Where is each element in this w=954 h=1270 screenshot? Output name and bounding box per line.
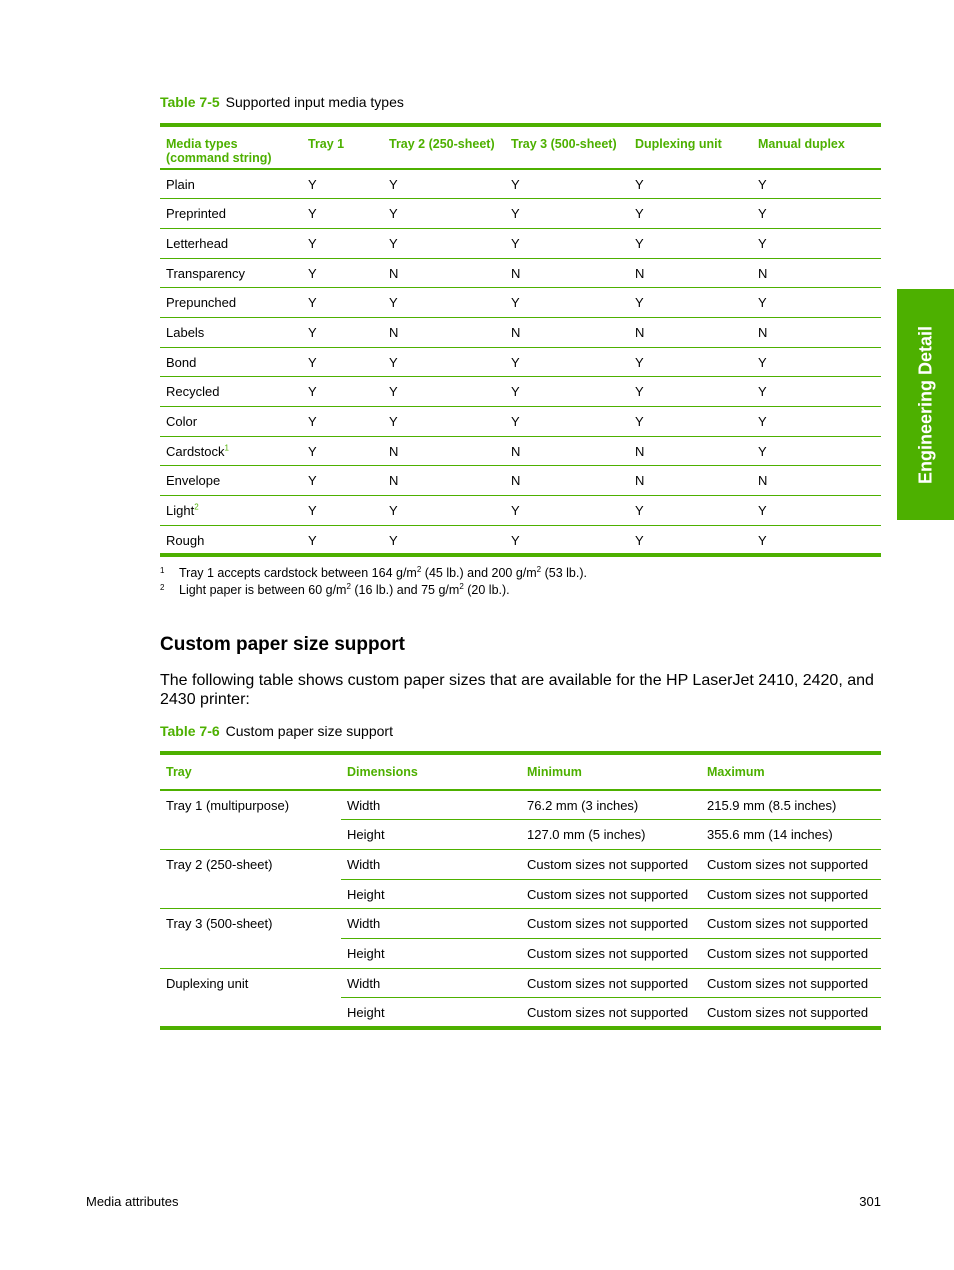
table-row (160, 228, 881, 258)
support-cell: Y (302, 288, 383, 318)
header-duplexing-unit: Duplexing unit (629, 125, 752, 169)
table-number: Table 7-5 (160, 94, 220, 110)
table-title: Custom paper size support (225, 723, 393, 739)
support-cell: Y (752, 347, 881, 377)
superscript: 2 (459, 581, 464, 591)
support-cell: N (629, 317, 752, 347)
header-tray-1: Tray 1 (302, 125, 383, 169)
media-type-cell (160, 436, 302, 466)
media-type-label: Labels (166, 324, 205, 340)
support-cell: N (383, 466, 505, 496)
support-cell: Y (302, 496, 383, 526)
table-row (160, 525, 881, 555)
media-type-cell (160, 317, 302, 347)
footnote-text: (53 lb.). (541, 566, 587, 580)
superscript: 2 (536, 564, 542, 574)
table-row (160, 347, 881, 377)
support-cell: Y (302, 407, 383, 437)
minimum-cell: Custom sizes not supported (521, 909, 701, 939)
support-cell: Y (383, 228, 505, 258)
table-row (160, 909, 881, 939)
maximum-cell: Custom sizes not supported (701, 879, 881, 909)
support-cell: Y (383, 169, 505, 199)
minimum-cell: Custom sizes not supported (521, 938, 701, 968)
footnote-text: (45 lb.) and 200 g/m (421, 566, 537, 580)
support-cell: Y (505, 228, 629, 258)
table-row (160, 377, 881, 407)
table-header-row (160, 125, 881, 169)
support-cell: Y (629, 199, 752, 229)
support-cell: Y (302, 347, 383, 377)
dimension-cell: Width (341, 968, 521, 998)
minimum-cell: 76.2 mm (3 inches) (521, 790, 701, 820)
support-cell: Y (505, 199, 629, 229)
maximum-cell: Custom sizes not supported (701, 849, 881, 879)
table-row (160, 496, 881, 526)
support-cell: Y (505, 288, 629, 318)
table-row (160, 199, 881, 229)
side-tab-label: Engineering Detail (915, 325, 935, 484)
header-dimensions: Dimensions (341, 753, 521, 790)
header-maximum: Maximum (701, 753, 881, 790)
support-cell: Y (752, 525, 881, 555)
support-cell: Y (302, 525, 383, 555)
support-cell: N (629, 258, 752, 288)
support-cell: Y (302, 258, 383, 288)
supported-media-table (160, 123, 881, 557)
media-type-label: Letterhead (166, 235, 229, 251)
media-type-cell (160, 288, 302, 318)
support-cell: Y (302, 228, 383, 258)
support-cell: Y (383, 347, 505, 377)
media-type-label: Recycled (166, 384, 220, 400)
table-row (160, 436, 881, 466)
support-cell: Y (383, 496, 505, 526)
support-cell: Y (505, 347, 629, 377)
support-cell: Y (383, 199, 505, 229)
footer-section-name: Media attributes (86, 1194, 179, 1209)
dimension-cell: Height (341, 879, 521, 909)
chapter-side-tab (897, 289, 954, 520)
support-cell: Y (302, 436, 383, 466)
table-row (160, 466, 881, 496)
maximum-cell: Custom sizes not supported (701, 909, 881, 939)
support-cell: Y (752, 288, 881, 318)
support-cell: Y (629, 169, 752, 199)
support-cell: Y (505, 407, 629, 437)
footnote-text: Tray 1 accepts cardstock between 164 g/m (179, 566, 417, 580)
support-cell: N (383, 317, 505, 347)
support-cell: Y (752, 377, 881, 407)
maximum-cell: Custom sizes not supported (701, 938, 881, 968)
media-type-cell (160, 466, 302, 496)
table-header-row (160, 753, 881, 790)
support-cell: Y (383, 288, 505, 318)
media-type-label: Light (166, 503, 195, 519)
maximum-cell: 355.6 mm (14 inches) (701, 820, 881, 850)
table-row (160, 790, 881, 820)
support-cell: N (752, 258, 881, 288)
media-type-cell (160, 199, 302, 229)
media-type-cell (160, 258, 302, 288)
support-cell: N (752, 317, 881, 347)
media-type-label: Prepunched (166, 295, 237, 311)
page-number: 301 (859, 1194, 881, 1209)
table-row (160, 849, 881, 879)
support-cell: Y (505, 169, 629, 199)
footnote-ref: 1 (224, 443, 229, 453)
support-cell: Y (752, 436, 881, 466)
support-cell: Y (629, 288, 752, 318)
header-minimum: Minimum (521, 753, 701, 790)
support-cell: Y (629, 347, 752, 377)
superscript: 2 (346, 581, 351, 591)
support-cell: Y (302, 377, 383, 407)
section-heading: Custom paper size support (160, 634, 405, 655)
support-cell: N (752, 466, 881, 496)
media-type-cell (160, 377, 302, 407)
footnote-text: (20 lb.). (463, 583, 510, 597)
support-cell: Y (505, 496, 629, 526)
footnote-2 (160, 583, 510, 597)
table-row (160, 288, 881, 318)
media-type-cell (160, 525, 302, 555)
header-manual-duplex: Manual duplex (752, 125, 881, 169)
dimension-cell: Width (341, 909, 521, 939)
support-cell: N (505, 466, 629, 496)
support-cell: Y (752, 228, 881, 258)
support-cell: N (383, 436, 505, 466)
section-intro: The following table shows custom paper sizes that are available for the HP LaserJet 2410, 2420, and 2430 printer: (160, 672, 874, 708)
header-tray: Tray (160, 753, 341, 790)
support-cell: Y (302, 317, 383, 347)
support-cell: N (629, 436, 752, 466)
dimension-cell: Width (341, 790, 521, 820)
maximum-cell: 215.9 mm (8.5 inches) (701, 790, 881, 820)
support-cell: N (383, 258, 505, 288)
table-row (160, 317, 881, 347)
support-cell: Y (629, 377, 752, 407)
media-type-label: Envelope (166, 473, 221, 489)
support-cell: Y (629, 496, 752, 526)
support-cell: Y (752, 169, 881, 199)
table-number: Table 7-6 (160, 723, 220, 739)
support-cell: Y (383, 377, 505, 407)
table-7-5-caption (160, 94, 404, 110)
tray-cell: Duplexing unit (160, 968, 341, 1027)
support-cell: Y (752, 199, 881, 229)
footnote-1 (160, 566, 587, 580)
media-type-label: Cardstock (166, 443, 225, 459)
support-cell: Y (752, 407, 881, 437)
header-tray-3: Tray 3 (500-sheet) (505, 125, 629, 169)
support-cell: Y (383, 407, 505, 437)
header-tray-2: Tray 2 (250-sheet) (383, 125, 505, 169)
media-type-label: Color (166, 414, 198, 429)
support-cell: N (629, 466, 752, 496)
footnote-mark: 2 (160, 583, 165, 592)
minimum-cell: Custom sizes not supported (521, 968, 701, 998)
dimension-cell: Height (341, 938, 521, 968)
footnote-ref: 2 (194, 502, 199, 512)
media-type-cell (160, 347, 302, 377)
media-type-cell (160, 407, 302, 437)
footnote-text: Light paper is between 60 g/m (179, 583, 347, 597)
support-cell: Y (302, 199, 383, 229)
support-cell: Y (629, 228, 752, 258)
footnote-mark: 1 (160, 566, 165, 575)
media-type-label: Preprinted (166, 206, 226, 222)
maximum-cell: Custom sizes not supported (701, 998, 881, 1028)
table-title: Supported input media types (225, 94, 404, 110)
table-row (160, 407, 881, 437)
dimension-cell: Width (341, 849, 521, 879)
tray-cell: Tray 2 (250-sheet) (160, 849, 341, 908)
footnote-text: (16 lb.) and 75 g/m (350, 583, 460, 597)
media-type-label: Rough (166, 532, 205, 548)
media-type-cell (160, 228, 302, 258)
header-media-types: Media types (command string) (160, 125, 302, 169)
table-row (160, 258, 881, 288)
support-cell: Y (505, 377, 629, 407)
tray-cell: Tray 1 (multipurpose) (160, 790, 341, 849)
support-cell: Y (302, 169, 383, 199)
table-row (160, 968, 881, 998)
media-type-label: Bond (166, 354, 197, 370)
custom-size-table (160, 751, 881, 1030)
minimum-cell: Custom sizes not supported (521, 998, 701, 1028)
minimum-cell: Custom sizes not supported (521, 879, 701, 909)
table-7-6-caption (160, 723, 393, 739)
maximum-cell: Custom sizes not supported (701, 968, 881, 998)
support-cell: Y (629, 525, 752, 555)
support-cell: Y (383, 525, 505, 555)
support-cell: N (505, 258, 629, 288)
support-cell: Y (752, 496, 881, 526)
support-cell: N (505, 317, 629, 347)
table-row (160, 169, 881, 199)
support-cell: Y (629, 407, 752, 437)
tray-cell: Tray 3 (500-sheet) (160, 909, 341, 968)
dimension-cell: Height (341, 820, 521, 850)
support-cell: Y (302, 466, 383, 496)
dimension-cell: Height (341, 998, 521, 1028)
support-cell: N (505, 436, 629, 466)
minimum-cell: Custom sizes not supported (521, 849, 701, 879)
support-cell: Y (505, 525, 629, 555)
media-type-cell (160, 496, 302, 526)
media-type-label: Plain (166, 177, 195, 192)
media-type-cell (160, 169, 302, 199)
media-type-label: Transparency (166, 265, 245, 281)
minimum-cell: 127.0 mm (5 inches) (521, 820, 701, 850)
superscript: 2 (416, 564, 422, 574)
